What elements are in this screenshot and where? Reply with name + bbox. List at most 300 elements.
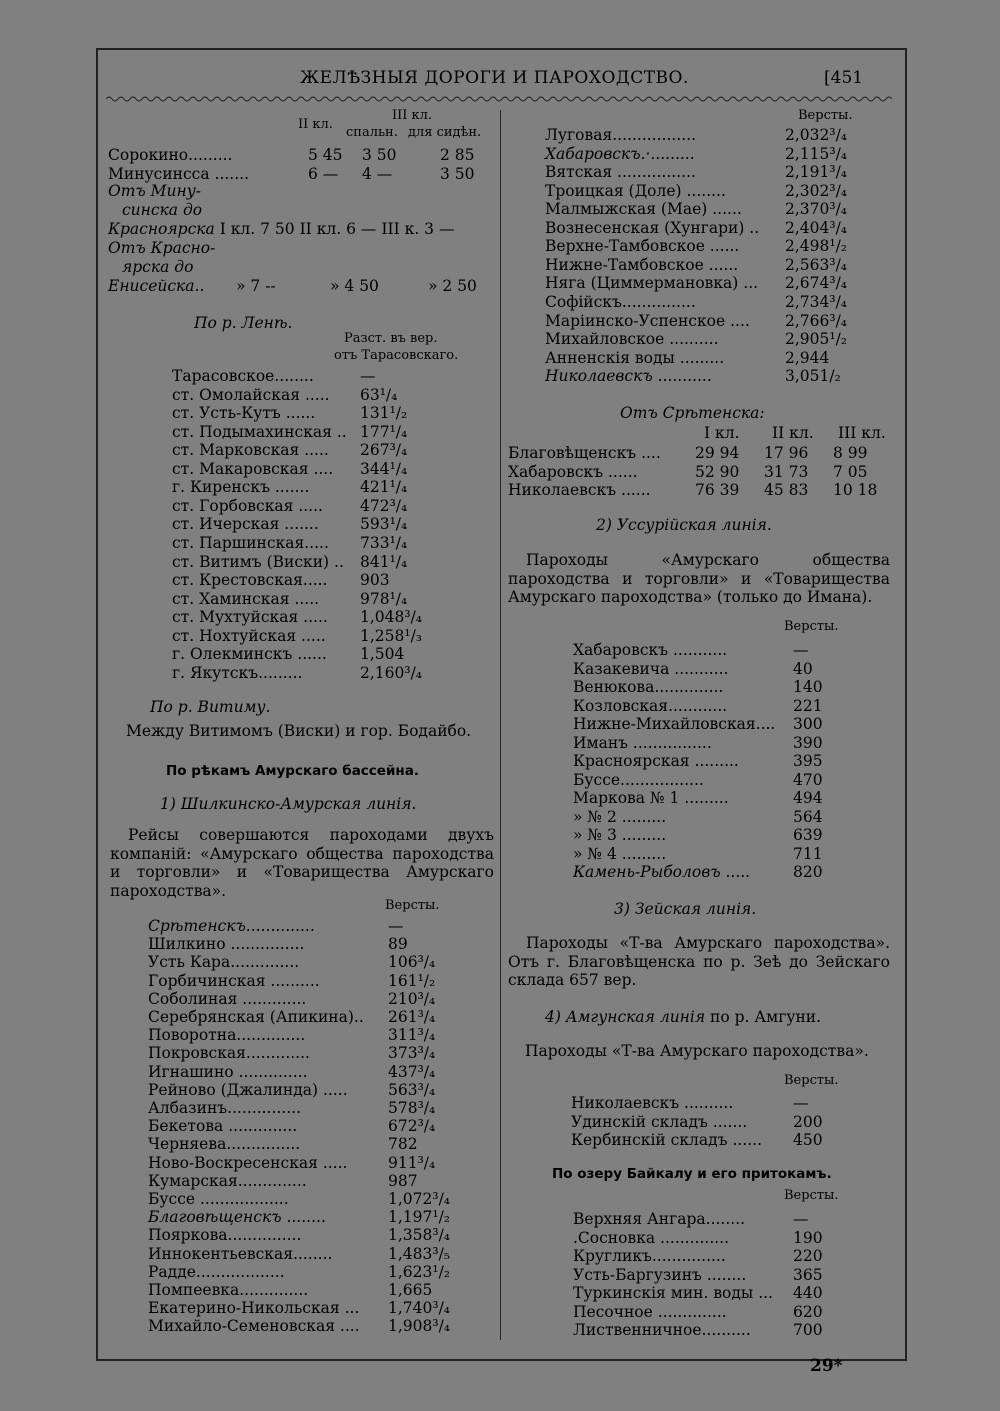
ussuri-value: 221 [793,696,823,715]
shilka-row [148,917,498,936]
amur-name: Софійскъ............... [545,292,696,311]
shilka-value: 1,483³/₅ [388,1244,451,1263]
fare-c: 3 50 [440,164,475,183]
sret-name: Благовѣщенскъ .... [508,444,661,462]
amgun-value: 450 [793,1131,823,1149]
lena-name: ст. Марковская ..... [172,441,329,460]
ussuri-name: Венюкова.............. [573,678,724,696]
amur-name: Няга (Циммермановка) ... [545,274,759,293]
amgun-title [545,1008,821,1027]
amgun-title-tail: по р. Амгуни. [705,1008,822,1026]
lena-name: ст. Крестовская..... [172,571,328,590]
amgun-versts-head: Версты. [784,1073,839,1088]
baikal-name: Лиственничное.......... [573,1321,751,1339]
ussuri-value: 639 [793,826,823,844]
ussuri-value: 140 [793,678,823,696]
ussuri-text: Пароходы «Амурскаго общества пароходства и торговли» и «Товарищества Амурскаго пароходства» (только до Имана). [508,551,890,606]
amur-name: Маріинско-Успенское .... [545,311,750,330]
ussuri-name: Камень-Рыболовъ ..... [573,863,751,881]
shilka-row [148,1281,498,1300]
lena-name: ст. Макаровская .... [172,459,334,478]
ussuri-value: 395 [793,752,823,770]
baikal-row [573,1229,893,1248]
sret-head-i: I кл. [704,424,740,442]
shilka-value: 1,623¹/₂ [388,1262,451,1281]
shilka-name: Бекетова .............. [148,1117,298,1136]
shilka-name: Ново-Воскресенская ..... [148,1153,348,1172]
yeniseisk-a: » 7 -- [236,277,276,295]
amgun-name: Кербинскій складъ ...... [571,1131,763,1149]
ussuri-versts-head: Версты. [784,619,839,634]
fare-a: 5 45 [308,146,343,164]
krasnoyarsk-name: Красноярска [108,220,215,238]
shilka-name: Михайло-Семеновская .... [148,1317,360,1336]
baikal-value: 365 [793,1265,823,1284]
lena-row [172,664,498,683]
zeya-title: 3) Зейская линія. [614,900,757,918]
ussuri-row [573,641,893,660]
shilka-value: 1,665 [388,1281,433,1299]
shilka-value: 782 [388,1135,418,1154]
lena-name: ст. Мухтуйская ..... [172,608,328,627]
amgun-title-text: 4) Амгунская линія [545,1008,706,1026]
ussuri-value: 40 [793,659,813,678]
shilka-row [148,1154,498,1173]
shilka-name: Срѣтенскъ.............. [148,917,315,935]
shilka-row [148,1245,498,1264]
shilka-text: Рейсы совершаются пароходами двухъ компаній: «Амурскаго общества пароходства и торговли» и «Товарищества Амурскаго пароходства». [110,826,494,900]
baikal-value: 190 [793,1228,823,1247]
amur-value: 2,115³/₄ [785,144,848,163]
amur-value: 2,302³/₄ [785,181,848,200]
lena-value: 1,048³/₄ [360,608,423,627]
shilka-value: 987 [388,1171,418,1190]
lena-value: 978¹/₄ [360,589,408,608]
shilka-value: 563³/₄ [388,1080,436,1099]
lena-value: 267³/₄ [360,441,408,460]
amur-name: Михайловское .......... [545,330,719,349]
lena-title: По р. Ленѣ. [194,314,293,332]
ussuri-value: 564 [793,807,823,826]
shilka-row [148,1208,498,1227]
lena-name: г. Киренскъ ....... [172,478,310,497]
shilka-row [148,972,498,991]
amur-name: Малмыжская (Мае) ...... [545,200,742,219]
shilka-row [148,1299,498,1318]
fare-c: 2 85 [440,146,475,164]
amur-name: Вознесенская (Хунгари) .. [545,218,760,237]
lena-name: ст. Горбовская ..... [172,496,323,515]
shilka-name: Помпеевка.............. [148,1281,309,1299]
lena-value: 344¹/₄ [360,459,408,478]
sret-head-iii: III кл. [838,424,886,442]
sret-row [508,444,898,463]
shilka-name: Шилкино ............... [148,935,305,954]
ussuri-name: » № 2 ......... [573,807,667,826]
amur-value: 2,191³/₄ [785,163,848,182]
fare-row [108,165,498,184]
from-minusinsk-1: Отъ Мину- [108,182,201,200]
amgun-text: Пароходы «Т-ва Амурскаго пароходства». [525,1042,869,1060]
sret-name: Хабаровскъ ...... [508,462,638,481]
amur-row [545,163,895,182]
ussuri-name: Красноярская ......... [573,752,739,770]
lena-row [172,515,498,534]
shilka-value: 161¹/₂ [388,971,436,990]
sret-row [508,481,898,500]
lena-name: г. Якутскъ......... [172,663,303,682]
from-krasnoyarsk-2: ярска до [122,258,194,276]
ussuri-value: 820 [793,863,823,881]
ussuri-row [573,752,893,771]
class-iii-head: III кл. [392,108,433,123]
class-ii-head: II кл. [298,117,333,132]
amur-name: Николаевскъ ........... [545,367,712,386]
amur-row [545,256,895,275]
vitim-text: Между Витимомъ (Виски) и гор. Бодайбо. [126,722,472,740]
baikal-heading: По озеру Байкалу и его притокамъ. [552,1166,832,1182]
shilka-value: 911³/₄ [388,1153,436,1172]
sret-b: 45 83 [764,481,809,499]
lena-row [172,608,498,627]
shilka-row [148,1081,498,1100]
shilka-row [148,1135,498,1154]
frame-top [96,48,906,50]
shilka-row [148,1172,498,1191]
ussuri-name: » № 3 ......... [573,826,667,844]
amur-name: Вятская ................ [545,163,696,182]
amur-value: 3,051/₂ [785,367,841,386]
shilka-value: 210³/₄ [388,989,436,1008]
sret-a: 76 39 [695,481,740,499]
lena-row [172,386,498,405]
shilka-name: Албазинъ............... [148,1099,302,1117]
lena-row [172,553,498,572]
ussuri-name: Маркова № 1 ......... [573,789,729,807]
amur-name: Верхне-Тамбовское ...... [545,237,740,256]
shilka-value: 89 [388,935,408,954]
lena-row [172,367,498,386]
shilka-value: 1,197¹/₂ [388,1208,451,1227]
zeya-text: Пароходы «Т-ва Амурскаго пароходства». Отъ г. Благовѣщенска по р. Зеѣ до Зейскаго склада 657 вер. [508,934,890,989]
column-divider [500,110,501,1340]
shilka-row [148,1226,498,1245]
lena-value: 131¹/₂ [360,404,408,423]
lena-name: ст. Подымахинская .. [172,422,347,441]
baikal-row [573,1247,893,1266]
shilka-value: — [388,917,404,935]
lena-value: 733¹/₄ [360,533,408,552]
running-title: ЖЕЛѢЗНЫЯ ДОРОГИ И ПАРОХОДСТВО. [300,68,689,88]
page-number: [451 [824,68,864,88]
yeniseisk-name: Енисейска.. [108,277,205,295]
amur-row [545,145,895,164]
shilka-value: 311³/₄ [388,1026,436,1045]
lena-row [172,460,498,479]
shilka-value: 373³/₄ [388,1044,436,1063]
amgun-name: Николаевскъ .......... [571,1094,734,1112]
krasnoyarsk-row [108,220,454,239]
class-iii-sleep-head: спальн. [346,125,398,140]
ussuri-row [573,660,893,679]
baikal-row [573,1210,893,1229]
shilka-name: Покровская............. [148,1044,310,1063]
shilka-name: Кумарская.............. [148,1171,307,1190]
shilka-row [148,1099,498,1118]
shilka-row [148,990,498,1009]
fare-row [108,146,498,165]
lena-name: ст. Паршинская..... [172,533,329,552]
frame-bottom [96,1359,907,1361]
baikal-row [573,1266,893,1285]
shilka-row [148,953,498,972]
shilka-value: 672³/₄ [388,1117,436,1136]
ussuri-name: Хабаровскъ ........... [573,641,728,659]
sretensk-title: Отъ Срѣтенска: [620,404,765,422]
shilka-name: Иннокентьевская........ [148,1244,333,1263]
baikal-name: Кругликъ............... [573,1247,726,1265]
amgun-row [571,1094,891,1113]
amur-row [545,349,895,368]
class-iii-sit-head: для сидѣн. [408,125,482,140]
lena-value: — [360,367,376,385]
shilka-name: Екатерино-Никольская ... [148,1299,360,1318]
shilka-value: 1,908³/₄ [388,1317,451,1336]
shilka-name: Усть Кара.............. [148,953,300,972]
shilka-row [148,1008,498,1027]
lena-name: Тарасовское........ [172,367,314,385]
lena-name: ст. Витимъ (Виски) .. [172,552,344,571]
shilka-name: Соболиная ............. [148,989,307,1008]
baikal-value: 440 [793,1284,823,1302]
lena-row [172,478,498,497]
lena-name: г. Олекминскъ ...... [172,645,327,664]
fare-name: Минусинсса ....... [108,164,250,183]
ussuri-value: 494 [793,789,823,807]
amur-row [545,293,895,312]
amur-basin-heading: По рѣкамъ Амурскаго бассейна. [166,763,419,779]
fare-a: 6 — [308,164,339,183]
ussuri-value: 390 [793,733,823,752]
shilka-row [148,1063,498,1082]
ussuri-value: 470 [793,770,823,789]
amur-name: Нижне-Тамбовское ...... [545,255,739,274]
ussuri-value: 300 [793,715,823,733]
amur-value: 2,674³/₄ [785,274,848,293]
lena-value: 903 [360,571,390,590]
baikal-row [573,1284,893,1303]
ussuri-row [573,789,893,808]
baikal-name: Верхняя Ангара........ [573,1210,746,1228]
lena-row [172,627,498,646]
shilka-value: 261³/₄ [388,1008,436,1026]
sret-head-ii: II кл. [772,424,814,442]
shilka-value: 578³/₄ [388,1099,436,1117]
shilka-name: Рейново (Джалинда) ..... [148,1080,348,1099]
lena-row [172,534,498,553]
amur-row [545,182,895,201]
amur-value: 2,563³/₄ [785,255,848,274]
lena-row [172,404,498,423]
amur-name: Хабаровскъ.·......... [545,144,695,163]
amur-versts-head: Версты. [798,108,853,123]
lena-head-1: Разст. въ вер. [344,331,438,346]
amur-row [545,367,895,386]
yeniseisk-row [108,277,498,296]
ussuri-row [573,771,893,790]
shilka-row [148,1263,498,1282]
ussuri-title: 2) Уссурійская линія. [596,516,772,534]
sret-a: 52 90 [695,462,740,481]
shilka-name: Серебрянская (Апикина).. [148,1008,364,1026]
amur-name: Луговая................. [545,126,697,144]
amur-row [545,274,895,293]
sret-b: 17 96 [764,444,809,462]
lena-value: 472³/₄ [360,496,408,515]
ussuri-name: Нижне-Михайловская.... [573,715,776,733]
baikal-row [573,1303,893,1322]
ussuri-name: Казакевича ........... [573,659,729,678]
shilka-row [148,1044,498,1063]
ussuri-row [573,697,893,716]
baikal-value: 700 [793,1321,823,1339]
shilka-value: 1,740³/₄ [388,1299,451,1318]
lena-row [172,441,498,460]
lena-row [172,571,498,590]
shilka-row [148,1317,498,1336]
amur-name: Троицкая (Доле) ........ [545,181,726,200]
lena-name: ст. Хаминская ..... [172,589,320,608]
lena-name: ст. Омолайская ..... [172,385,330,404]
wavy-rule [106,94,892,104]
baikal-value: 220 [793,1247,823,1265]
shilka-versts-head: Версты. [385,898,440,913]
amur-name: Анненскія воды ......... [545,348,725,367]
shilka-value: 1,072³/₄ [388,1190,451,1208]
ussuri-row [573,715,893,734]
lena-row [172,590,498,609]
shilka-name: Черняева............... [148,1135,301,1154]
fare-b: 3 50 [362,146,397,164]
ussuri-row [573,734,893,753]
amur-value: 2,498¹/₂ [785,237,848,256]
ussuri-name: Иманъ ................ [573,733,712,752]
shilka-title-text: 1) Шилкинско-Амурская линія. [160,795,417,813]
lena-row [172,497,498,516]
amur-value: 2,734³/₄ [785,292,848,311]
ussuri-value: — [793,641,809,659]
amgun-value: — [793,1094,809,1112]
sret-row [508,463,898,482]
shilka-name: Горбичинская .......... [148,971,320,990]
lena-value: 593¹/₄ [360,515,408,534]
fare-b: 4 — [362,164,393,183]
ussuri-name: » № 4 ......... [573,844,667,863]
amur-row [545,237,895,256]
sret-name: Николаевскъ ...... [508,481,651,499]
ussuri-value: 711 [793,844,823,863]
sret-a: 29 94 [695,444,740,462]
lena-value: 1,258¹/₃ [360,626,423,645]
ussuri-row [573,863,893,882]
lena-name: ст. Усть-Кутъ ...... [172,404,316,423]
signature-mark: 29* [810,1356,843,1376]
amur-value: 2,370³/₄ [785,200,848,219]
amur-value: 2,404³/₄ [785,218,848,237]
sret-c: 8 99 [833,444,868,462]
lena-value: 63¹/₄ [360,385,398,404]
amur-value: 2,766³/₄ [785,311,848,330]
amur-value: 2,944 [785,348,830,367]
lena-value: 1,504 [360,645,405,664]
krasnoyarsk-val: I кл. 7 50 II кл. 6 — III к. 3 — [219,220,455,238]
ussuri-row [573,678,893,697]
from-krasnoyarsk-1: Отъ Красно- [108,239,216,257]
sret-c: 10 18 [833,481,878,499]
shilka-name: Пояркова............... [148,1226,302,1245]
baikal-name: Туркинскія мин. воды ... [573,1284,773,1302]
sret-c: 7 05 [833,462,868,481]
amur-row [545,330,895,349]
shilka-name: Радде.................. [148,1262,285,1281]
shilka-value: 437³/₄ [388,1062,436,1081]
amgun-value: 200 [793,1112,823,1131]
baikal-name: Песочное .............. [573,1302,727,1321]
frame-right [905,48,907,1360]
baikal-row [573,1321,893,1340]
shilka-row [148,1026,498,1045]
shilka-value: 1,358³/₄ [388,1226,451,1245]
sret-b: 31 73 [764,462,809,481]
amur-value: 2,032³/₄ [785,126,848,144]
shilka-row [148,1117,498,1136]
shilka-name: Игнашино .............. [148,1062,308,1081]
vitim-title: По р. Витиму. [150,698,271,716]
amur-row [545,312,895,331]
lena-value: 177¹/₄ [360,422,408,441]
frame-left [96,48,98,1360]
ussuri-row [573,845,893,864]
shilka-name: Буссе .................. [148,1190,289,1208]
baikal-name: .Сосновка .............. [573,1228,730,1247]
baikal-value: — [793,1210,809,1228]
baikal-versts-head: Версты. [784,1188,839,1203]
ussuri-name: Козловская............ [573,696,728,715]
ussuri-row [573,826,893,845]
from-minusinsk-2: синска до [122,201,203,219]
amur-row [545,126,895,145]
shilka-name: Поворотна.............. [148,1026,306,1045]
amur-row [545,219,895,238]
lena-name: ст. Нохтуйская ..... [172,626,326,645]
fare-name: Сорокино......... [108,146,233,164]
yeniseisk-c: » 2 50 [428,277,477,295]
amur-row [545,200,895,219]
lena-head-2: отъ Тарасовскаго. [334,348,459,363]
lena-row [172,645,498,664]
baikal-value: 620 [793,1302,823,1321]
yeniseisk-b: » 4 50 [330,277,379,295]
shilka-title [160,795,416,814]
ussuri-name: Буссе................. [573,770,704,789]
lena-name: ст. Ичерская ....... [172,515,319,534]
lena-value: 2,160³/₄ [360,663,423,682]
amgun-row [571,1131,891,1150]
shilka-row [148,935,498,954]
lena-value: 421¹/₄ [360,478,408,497]
lena-value: 841¹/₄ [360,552,408,571]
amgun-row [571,1113,891,1132]
